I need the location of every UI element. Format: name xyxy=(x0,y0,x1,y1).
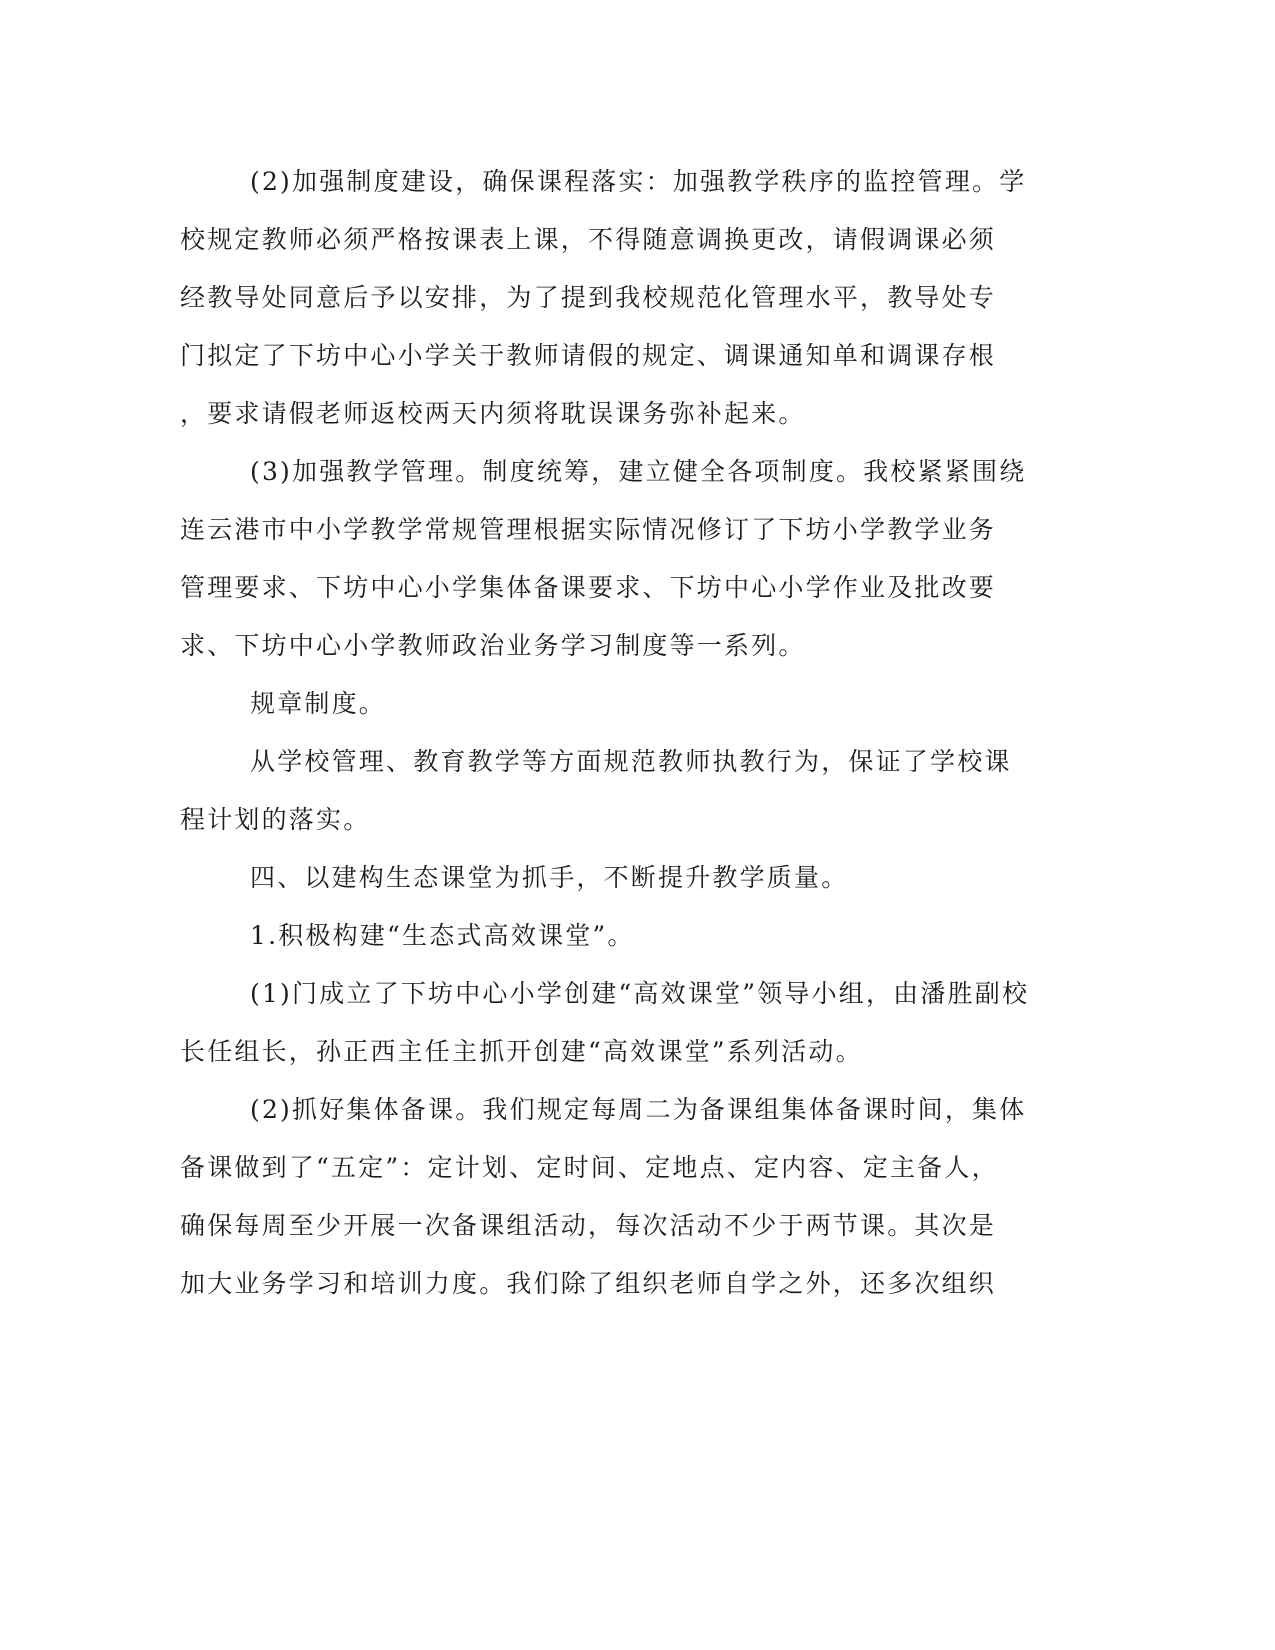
text-line: ，要求请假老师返校两天内须将耽误课务弥补起来。 xyxy=(180,399,806,428)
text-line: 规章制度。 xyxy=(250,689,387,718)
document-body xyxy=(180,153,1040,1313)
text-line: 从学校管理、教育教学等方面规范教师执教行为，保证了学校课 xyxy=(250,747,1012,776)
text-line: (2)加强制度建设，确保课程落实：加强教学秩序的监控管理。学 xyxy=(250,167,1027,196)
text-line: 程计划的落实。 xyxy=(180,805,371,834)
text-line: 长任组长，孙正西主任主抓开创建“高效课堂”系列活动。 xyxy=(180,1037,863,1066)
text-line: 连云港市中小学教学常规管理根据实际情况修订了下坊小学教学业务 xyxy=(180,515,997,544)
text-line: 四、以建构生态课堂为抓手，不断提升教学质量。 xyxy=(250,863,849,892)
text-line: 经教导处同意后予以安排，为了提到我校规范化管理水平，教导处专 xyxy=(180,283,997,312)
text-line: 管理要求、下坊中心小学集体备课要求、下坊中心小学作业及批改要 xyxy=(180,573,997,602)
text-line: (2)抓好集体备课。我们规定每周二为备课组集体备课时间，集体 xyxy=(250,1095,1027,1124)
text-line: 确保每周至少开展一次备课组活动，每次活动不少于两节课。其次是 xyxy=(180,1211,997,1240)
text-line: (3)加强教学管理。制度统筹，建立健全各项制度。我校紧紧围绕 xyxy=(250,457,1027,486)
text-line: 校规定教师必须严格按课表上课，不得随意调换更改，请假调课必须 xyxy=(180,225,997,254)
text-line: 1.积极构建“生态式高效课堂”。 xyxy=(250,921,635,950)
text-line: 求、下坊中心小学教师政治业务学习制度等一系列。 xyxy=(180,631,806,660)
text-line: 加大业务学习和培训力度。我们除了组织老师自学之外，还多次组织 xyxy=(180,1269,997,1298)
text-line: 门拟定了下坊中心小学关于教师请假的规定、调课通知单和调课存根 xyxy=(180,341,997,370)
text-line: (1)门成立了下坊中心小学创建“高效课堂”领导小组，由潘胜副校 xyxy=(250,979,1030,1008)
text-line: 备课做到了“五定”：定计划、定时间、定地点、定内容、定主备人， xyxy=(180,1153,999,1182)
